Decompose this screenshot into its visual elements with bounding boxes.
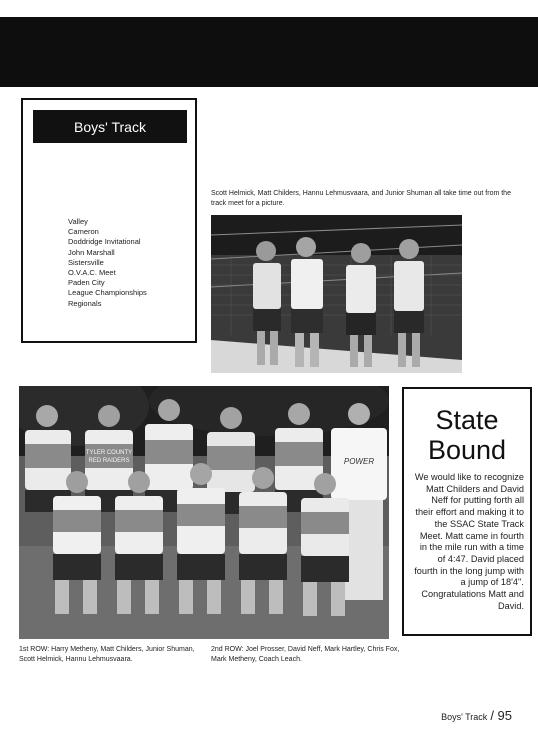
schedule-item: O.V.A.C. Meet: [68, 268, 116, 278]
caption-second-row: 2nd ROW: Joel Prosser, David Neff, Mark Hartley, Chris Fox, Mark Metheny, Coach Leach.: [211, 646, 400, 663]
schedule-box: [21, 98, 197, 343]
schedule-list: [68, 217, 147, 309]
state-bound-title-line2: Bound: [427, 435, 507, 465]
schedule-item: Regionals: [68, 298, 102, 308]
schedule-item: Paden City: [68, 278, 105, 288]
jersey-text: RED RAIDERS: [88, 458, 130, 464]
jersey-text: TYLER COUNTY: [85, 450, 133, 456]
schedule-item: League Championships: [68, 288, 147, 298]
schedule-item: Valley: [68, 217, 88, 226]
track-meet-photo: [211, 215, 462, 373]
photo-caption-top: Scott Helmick, Matt Childers, Hannu Lehmusvaara, and Junior Shuman all take time out from the track meet for a picture.: [211, 190, 511, 207]
schedule-item: Sistersville: [68, 257, 104, 267]
schedule-title: Boys' Track: [33, 110, 187, 143]
state-bound-title-line1: State: [435, 405, 499, 435]
header-bar: [0, 17, 538, 87]
coach-shirt-text: POWER: [343, 457, 375, 466]
state-bound-title: [404, 405, 530, 465]
state-bound-box: [402, 387, 532, 636]
schedule-item: Doddridge Invitational: [68, 237, 141, 247]
page-number: / 95: [490, 708, 512, 723]
schedule-item: John Marshall: [68, 247, 115, 257]
caption-first-row: 1st ROW: Harry Metheny, Matt Childers, Junior Shuman, Scott Helmick, Hannu Lehmusvaara.: [19, 646, 195, 663]
page-footer: [441, 708, 512, 723]
team-photo: [19, 386, 389, 639]
footer-section: Boys' Track: [441, 712, 488, 722]
schedule-item: Cameron: [68, 227, 99, 237]
state-bound-body: We would like to recognize Matt Childers and David Neff for putting forth all their effort and making it to the SSAC State Track Meet. Matt came in fourth in the mile run with a time of 4:47. David placed fourth in the long jump with a jump of 18'4''. Congratulations Matt and David.: [414, 472, 524, 611]
